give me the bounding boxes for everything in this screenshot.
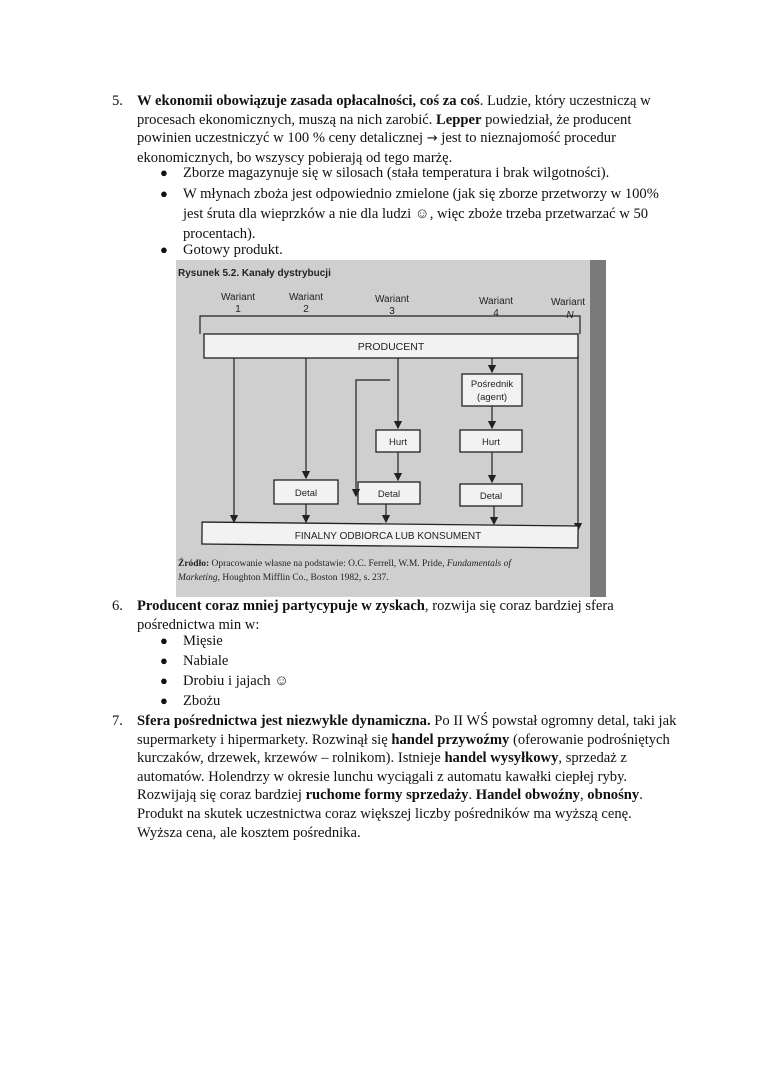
hurt-label-4: Hurt (482, 437, 500, 448)
bullet-text: Zborze magazynuje się w silosach (stała temperatura i brak wilgotności). (183, 165, 610, 181)
item-heading: W ekonomii obowiązuje zasada opłacalności, coś za coś (137, 93, 480, 109)
item-text: . (468, 787, 476, 804)
variant-2-label: Wariant (288, 292, 324, 303)
item-text: jest to nieznajomość procedur ekonomicznych, bo wszyscy pobierają od tego marżę. (137, 130, 616, 166)
item-text: powiedział, że producent powinien uczestniczyć w 100 % ceny detalicznej (137, 111, 632, 147)
figure-source-line1: Źródło: Opracowanie własne na podstawie: O.C. Ferrell, W.M. Pride, Fundamentals of (178, 559, 511, 569)
item-heading: Sfera pośrednictwa jest niezwykle dynamiczna. (137, 713, 431, 729)
bullet-item (160, 184, 673, 244)
producer-label: PRODUCENT (357, 341, 425, 353)
figure-source-line2: Marketing, Houghton Mifflin Co., Boston 1982, s. 237. (178, 573, 389, 583)
item-bold: Handel obwoźny (475, 787, 580, 804)
list-item-7 (112, 712, 677, 842)
bullet-text: W młynach zboża jest odpowiednio zmielone (jak się zborze przetworzy w 100% jest śruta dla wieprzków a nie dla ludzi ☺, więc zboże trzeba przetwarzać w 50 procentach). (183, 186, 659, 242)
list-item-6 (112, 597, 677, 634)
variant-1-label: Wariant (220, 292, 256, 303)
agent-label-line2: (agent) (476, 392, 508, 403)
bullet-item (160, 672, 673, 691)
agent-label-line1: Pośrednik (470, 379, 514, 390)
bullet-item (160, 164, 673, 183)
item-heading: Producent coraz mniej partycypuje w zyskach (137, 598, 425, 614)
variant-n-label: Wariant (550, 297, 586, 308)
item-bold: handel przywoźmy (391, 731, 510, 748)
item-number: 6. (112, 598, 123, 614)
arrow-icon: → (426, 131, 438, 147)
item-text: , (579, 787, 588, 804)
list-item-5 (112, 92, 677, 167)
detal-label-2: Detal (294, 488, 318, 499)
item-bold: Lepper (436, 111, 482, 128)
hurt-label-3: Hurt (389, 437, 407, 448)
bullet-icon: ● (160, 165, 168, 180)
variant-1-number: 1 (235, 304, 241, 315)
item-number: 5. (112, 93, 123, 109)
bullet-icon: ● (160, 242, 168, 257)
variant-n-number: N (566, 310, 574, 321)
scan-shadow (590, 260, 606, 597)
bullet-text: Zbożu (183, 693, 221, 709)
bullet-icon: ● (160, 633, 168, 648)
figure-title: Rysunek 5.2. Kanały dystrybucji (178, 268, 331, 279)
variant-3-label: Wariant (374, 294, 410, 305)
bullet-item (160, 692, 673, 711)
bullet-icon: ● (160, 653, 168, 668)
variant-4-number: 4 (493, 308, 499, 319)
bullet-text: Drobiu i jajach ☺ (183, 673, 290, 689)
bullet-item (160, 632, 673, 651)
consumer-label: FINALNY ODBIORCA LUB KONSUMENT (294, 531, 482, 542)
item-text: . Produkt na skutek uczestnictwa coraz większej liczby pośredników ma wyższą cenę. Wyższa cena, ale kosztem pośrednika. (137, 787, 643, 841)
detal-label-4: Detal (479, 491, 503, 502)
bullet-text: Nabiale (183, 653, 229, 669)
item-bold: ruchome formy sprzedaży (305, 787, 469, 804)
item-bold: handel wysyłkowy (444, 750, 559, 767)
bullet-text: Gotowy produkt. (183, 242, 283, 258)
bullet-item (160, 241, 673, 260)
item-text: , sprzedaż z automatów. Holendrzy w okresie lunchu wyciągali z automatu kawałki ciepłej ryby. Rozwijają się coraz bardziej (137, 750, 628, 804)
bullet-icon: ● (160, 693, 168, 708)
bullet-icon: ● (160, 673, 168, 688)
bullet-icon: ● (160, 186, 168, 201)
item-number: 7. (112, 713, 123, 729)
item-text: . Ludzie, który uczestniczą w procesach ekonomicznych, muszą na nich zarobić. (137, 93, 651, 128)
item-bold: obnośny (587, 787, 640, 804)
item-text: , rozwija się coraz bardziej sfera pośrednictwa min w: (137, 598, 614, 633)
item-text: (oferowanie podrośniętych kurczaków, drzewek, krzewów – rolnikom). Istnieje (137, 731, 670, 767)
variant-3-number: 3 (389, 306, 395, 317)
bullet-item (160, 652, 673, 671)
item-text: Po II WŚ powstał ogromny detal, taki jak supermarkety i hipermarkety. Rozwinął się (137, 713, 677, 748)
detal-label-3: Detal (377, 489, 401, 500)
variant-2-number: 2 (303, 304, 309, 315)
bullet-text: Mięsie (183, 633, 223, 649)
distribution-channels-figure (176, 260, 606, 597)
variant-4-label: Wariant (478, 296, 514, 307)
